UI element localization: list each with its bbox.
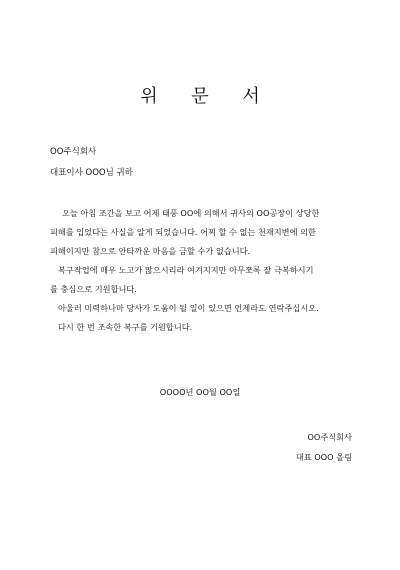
body-line: 복구작업에 매우 노고가 많으시리라 여겨지지만 아무쪼록 잘 극복하시기 bbox=[58, 265, 314, 275]
body-line: 아울러 미력하나마 당사가 도움이 될 일이 있으면 언제라도 연락주십시오. bbox=[58, 303, 319, 313]
body-line: 피해이지만 참으로 안타까운 마음을 금할 수가 없습니다. bbox=[50, 246, 251, 256]
letter-date: OOOO년 OO월 OO일 bbox=[159, 387, 241, 397]
sender-name: 대표 OOO 올림 bbox=[295, 452, 352, 462]
body-line: 피해를 입었다는 사실을 알게 되었습니다. 어찌 할 수 없는 천재지변에 의한 bbox=[50, 227, 316, 237]
body-line: 오늘 아침 조간을 보고 어제 태풍 OO에 의해서 귀사의 OO공장이 상당한 bbox=[62, 208, 320, 218]
recipient-company: OO주식회사 bbox=[50, 147, 97, 157]
body-line: 다시 한 번 조속한 복구를 기원합니다. bbox=[58, 322, 193, 332]
recipient-name: 대표이사 OOO님 귀하 bbox=[50, 168, 133, 178]
body-line: 를 충심으로 기원합니다. bbox=[50, 284, 137, 294]
sender-company: OO주식회사 bbox=[307, 432, 352, 442]
document-title: 위 문 서 bbox=[140, 86, 274, 107]
letter-body bbox=[50, 204, 356, 337]
